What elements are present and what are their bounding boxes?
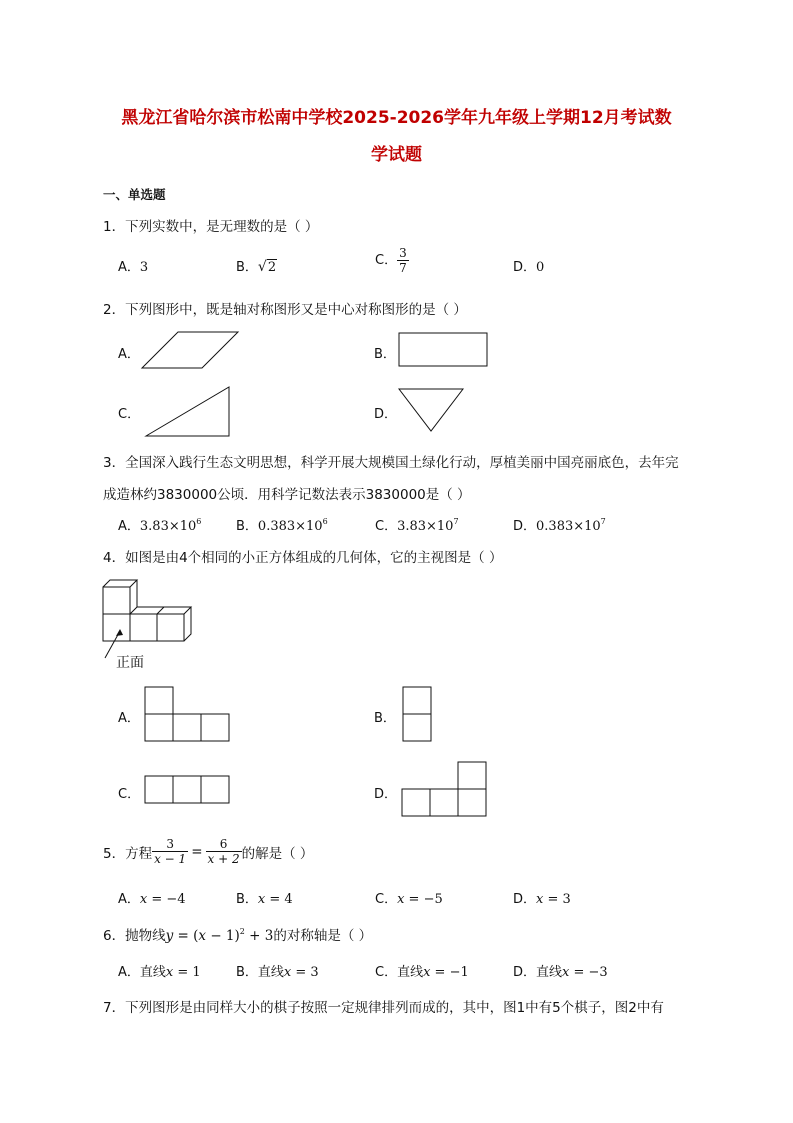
q1-option-b	[236, 256, 277, 275]
q5-fraction-left	[152, 837, 188, 866]
exam-title-line1: 黑龙江省哈尔滨市松南中学校2025-2026学年九年级上学期12月考试数	[121, 108, 672, 128]
q6-option-c-var: x	[423, 965, 431, 980]
q1-option-a-value: 3	[139, 260, 149, 275]
q3-option-c-label: C．	[375, 519, 398, 534]
q4-label-b: B．	[374, 711, 396, 726]
question-5-text	[103, 837, 313, 866]
question-7-text: 7．下列图形是由同样大小的棋子按照一定规律排列而成的，其中，图1中有5个棋子，图2中有	[103, 1000, 664, 1016]
question-1-text: 1．下列实数中，是无理数的是（ ）	[103, 219, 319, 235]
q4-label-a: A．	[118, 711, 140, 726]
q5-suffix: 的解是（ ）	[241, 845, 314, 862]
q6-option-a-label: A．直线	[118, 965, 166, 980]
q3-option-b	[236, 515, 328, 534]
sqrt-icon: √	[257, 259, 267, 275]
view-option-c-figure	[144, 775, 234, 807]
q3-option-d-exponent: 7	[600, 517, 606, 526]
q5-equals: =	[191, 843, 203, 860]
q5-fraction-right	[206, 837, 242, 866]
right-triangle-figure	[145, 386, 235, 438]
q3-option-a-label: A．	[118, 519, 140, 534]
q6-option-c	[375, 961, 469, 980]
q5-option-b	[236, 888, 293, 907]
q3-option-d	[513, 515, 606, 534]
q2-label-c: C．	[118, 407, 141, 422]
q3-option-b-mantissa: 0.383×10	[257, 519, 323, 534]
parallelogram-figure	[140, 330, 240, 370]
q6-option-b	[236, 961, 319, 980]
question-6-text	[103, 924, 372, 944]
q6-formula-minus: − 1)	[206, 928, 240, 944]
q3-option-a-exponent: 6	[196, 517, 202, 526]
q6-suffix: 的对称轴是（ ）	[273, 928, 373, 944]
cube-solid-figure	[100, 578, 196, 668]
q1-option-c	[375, 246, 409, 275]
q5-option-d	[513, 888, 571, 907]
q5-option-b-var: x	[257, 892, 266, 907]
q5-option-c-label: C．	[375, 892, 398, 907]
fraction-denominator: x − 1	[154, 852, 187, 866]
section-heading: 一、单选题	[103, 187, 166, 202]
fraction-numerator: 6	[206, 837, 242, 852]
q3-option-c-exponent: 7	[453, 517, 459, 526]
q6-option-d-var: x	[562, 965, 570, 980]
q3-option-a-mantissa: 3.83×10	[139, 519, 197, 534]
fraction-numerator: 3	[152, 837, 188, 852]
q5-option-a-value: = −4	[147, 892, 186, 907]
q1-option-d	[513, 256, 544, 275]
front-view-label: 正面	[116, 655, 144, 671]
view-option-d-figure	[401, 761, 491, 819]
view-option-a-figure	[144, 686, 232, 744]
q5-option-c	[375, 888, 443, 907]
q6-option-a-var: x	[165, 965, 174, 980]
q6-formula-plus: + 3	[244, 928, 274, 944]
q6-option-d	[513, 961, 608, 980]
q6-formula-exponent: 2	[239, 927, 245, 936]
view-option-b-figure	[402, 686, 436, 744]
q1-option-a	[118, 256, 148, 275]
q2-label-a: A．	[118, 347, 140, 362]
q6-option-c-label: C．直线	[375, 965, 424, 980]
inverted-triangle-figure	[398, 388, 466, 434]
q6-option-a	[118, 961, 201, 980]
q3-option-d-mantissa: 0.383×10	[536, 519, 601, 534]
q1-option-d-value: 0	[536, 260, 545, 275]
q6-option-a-value: = 1	[173, 965, 201, 980]
q6-formula-eq: = (	[173, 928, 199, 944]
q1-option-a-label: A．	[118, 260, 140, 275]
q5-option-b-value: = 4	[265, 892, 293, 907]
q5-option-d-value: = 3	[543, 892, 571, 907]
q6-option-b-value: = 3	[291, 965, 319, 980]
q3-option-b-label: B．	[236, 519, 258, 534]
q1-option-c-label: C．	[375, 253, 398, 268]
question-4-text: 4．如图是由4个相同的小正方体组成的几何体，它的主视图是（ ）	[103, 550, 503, 566]
q3-option-c	[375, 515, 459, 534]
q4-label-d: D．	[374, 787, 398, 802]
fraction-denominator: 7	[399, 261, 407, 275]
question-3-line2: 成造林约3830000公顷．用科学记数法表示3830000是（ ）	[103, 487, 471, 503]
q6-prefix: 6．抛物线	[103, 928, 166, 944]
q6-formula-x: x	[198, 928, 207, 944]
q1-option-c-fraction	[397, 246, 409, 275]
q5-option-c-var: x	[397, 892, 405, 907]
q5-option-d-label: D．	[513, 892, 537, 907]
q3-option-b-exponent: 6	[322, 517, 328, 526]
q6-option-c-value: = −1	[430, 965, 469, 980]
q6-option-b-label: B．直线	[236, 965, 284, 980]
q4-label-c: C．	[118, 787, 141, 802]
q6-option-d-value: = −3	[569, 965, 608, 980]
q5-prefix: 5．方程	[103, 845, 153, 862]
q1-option-b-label: B．	[236, 260, 258, 275]
q5-option-a-label: A．	[118, 892, 140, 907]
q3-option-c-mantissa: 3.83×10	[397, 519, 454, 534]
q5-option-d-var: x	[536, 892, 544, 907]
question-2-text: 2．下列图形中，既是轴对称图形又是中心对称图形的是（ ）	[103, 302, 467, 318]
q6-option-b-var: x	[283, 965, 292, 980]
q1-option-d-label: D．	[513, 260, 537, 275]
q5-option-a	[118, 888, 186, 907]
q5-option-c-value: = −5	[404, 892, 443, 907]
q5-option-b-label: B．	[236, 892, 258, 907]
q3-option-a	[118, 515, 201, 534]
fraction-numerator: 3	[399, 246, 407, 260]
exam-title-line2: 学试题	[371, 145, 422, 165]
q5-option-a-var: x	[139, 892, 148, 907]
question-3-line1: 3．全国深入践行生态文明思想，科学开展大规模国土绿化行动，厚植美丽中国亮丽底色，去年完	[103, 455, 679, 471]
q3-option-d-label: D．	[513, 519, 537, 534]
rectangle-figure	[398, 332, 490, 368]
q6-option-d-label: D．直线	[513, 965, 563, 980]
q2-label-b: B．	[374, 347, 396, 362]
q1-option-b-value: 2	[267, 260, 277, 275]
q6-formula-y: y	[165, 928, 174, 944]
fraction-denominator: x + 2	[207, 852, 240, 866]
q2-label-d: D．	[374, 407, 398, 422]
